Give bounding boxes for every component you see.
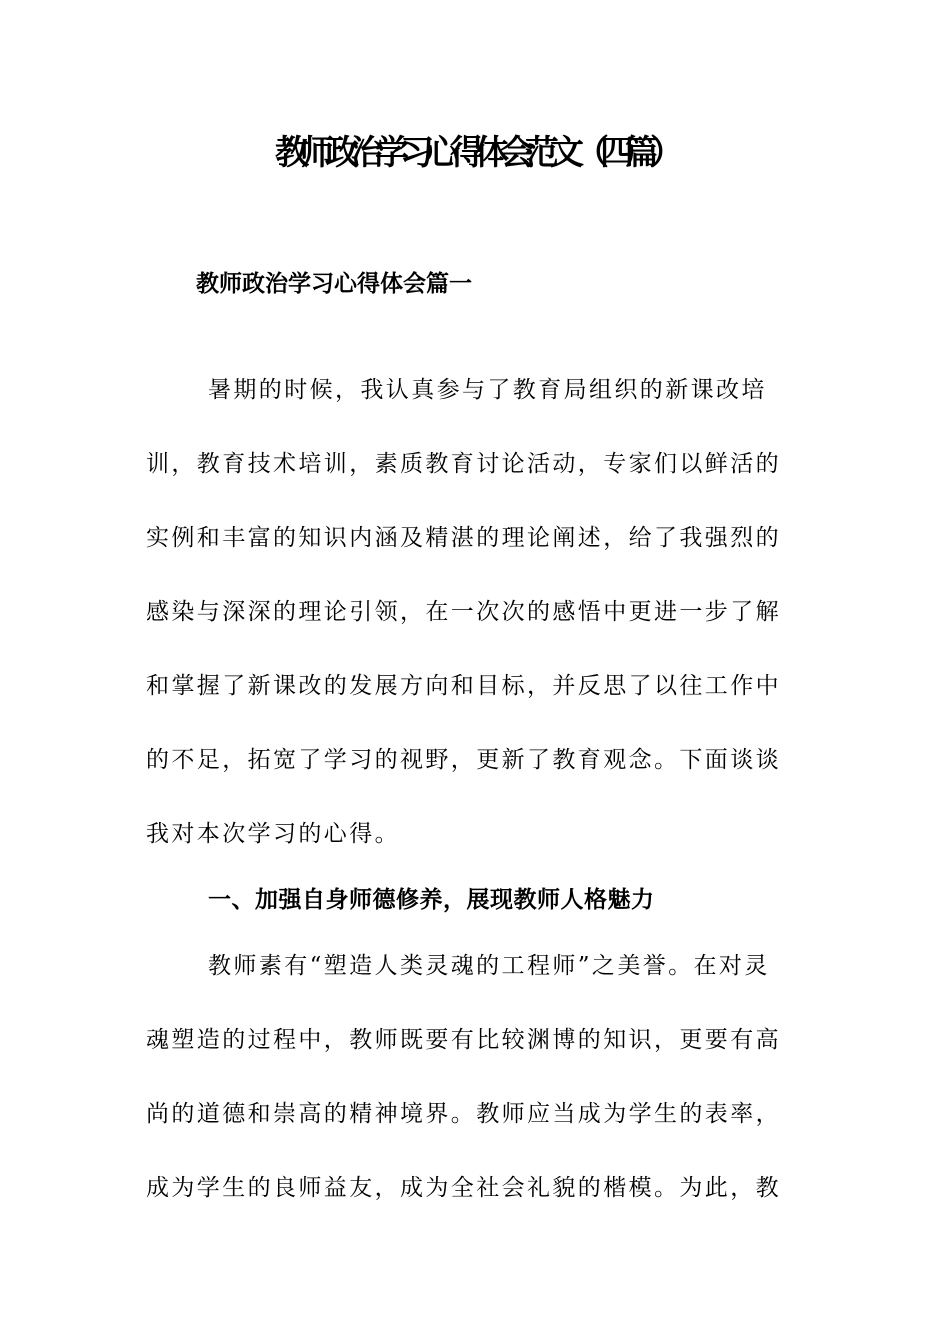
paragraph-line: 感染与深深的理论引领，在一次次的感悟中更进一步了解 xyxy=(146,599,781,625)
paragraph-line: 的不足，拓宽了学习的视野，更新了教育观念。下面谈谈 xyxy=(146,747,781,773)
paragraph-line: 尚的道德和崇高的精神境界。教师应当成为学生的表率， xyxy=(146,1101,781,1127)
paragraph-line: 实例和丰富的知识内涵及精湛的理论阐述，给了我强烈的 xyxy=(146,525,781,551)
paragraph-line: 成为学生的良师益友，成为全社会礼貌的楷模。为此，教 xyxy=(146,1175,781,1201)
paragraph-line: 训，教育技术培训，素质教育讨论活动，专家们以鲜活的 xyxy=(146,451,781,477)
subheading: 一、加强自身师德修养，展现教师人格魅力 xyxy=(208,887,655,913)
document-title: 教师政治学习心得体会范文（四篇） xyxy=(275,133,675,173)
section-title: 教师政治学习心得体会篇一 xyxy=(196,271,472,297)
paragraph-line: 暑期的时候，我认真参与了教育局组织的新课改培 xyxy=(208,377,767,403)
paragraph-line: 魂塑造的过程中，教师既要有比较渊博的知识，更要有高 xyxy=(146,1027,781,1053)
paragraph-line: 我对本次学习的心得。 xyxy=(146,821,400,847)
paragraph-line: 和掌握了新课改的发展方向和目标，并反思了以往工作中 xyxy=(146,673,781,699)
paragraph-line: 教师素有“塑造人类灵魂的工程师”之美誉。在对灵 xyxy=(208,953,770,979)
